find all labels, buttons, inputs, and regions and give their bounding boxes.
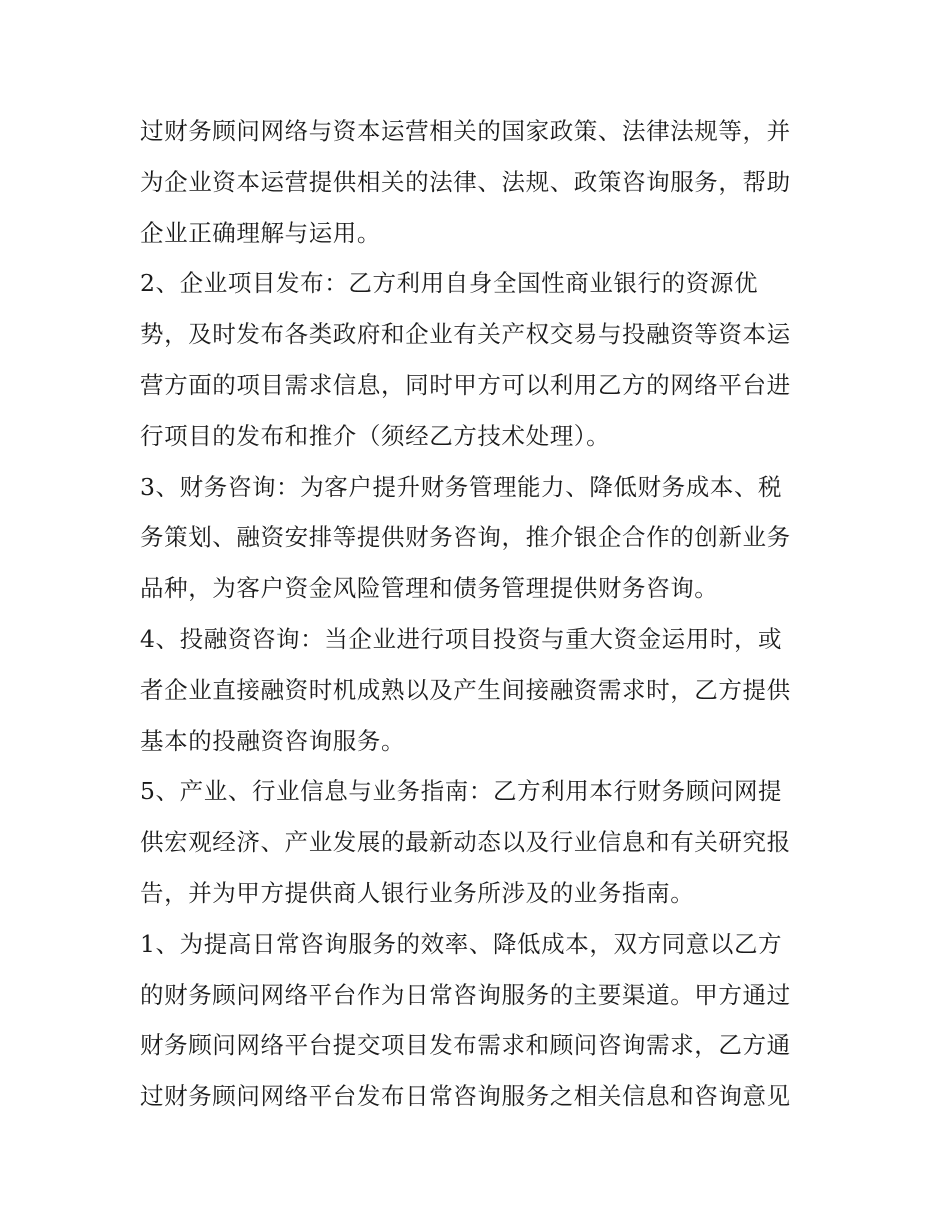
paragraph-online-platform bbox=[140, 919, 820, 1122]
paragraph-project-release bbox=[140, 258, 820, 461]
text-line: 的财务顾问网络平台作为日常咨询服务的主要渠道。甲方通过 bbox=[140, 980, 791, 1009]
paragraph-industry-info bbox=[140, 766, 820, 918]
text-line: 3、财务咨询：为客户提升财务管理能力、降低财务成本、税 bbox=[140, 472, 783, 501]
text-line: 品种，为客户资金风险管理和债务管理提供财务咨询。 bbox=[140, 574, 719, 603]
text-line: 者企业直接融资时机成熟以及产生间接融资需求时，乙方提供 bbox=[140, 675, 791, 704]
text-line: 过财务顾问网络与资本运营相关的国家政策、法律法规等，并 bbox=[140, 117, 791, 145]
text-line: 营方面的项目需求信息，同时甲方可以利用乙方的网络平台进 bbox=[140, 370, 791, 399]
text-line: 5、产业、行业信息与业务指南：乙方利用本行财务顾问网提 bbox=[140, 777, 783, 806]
text-line: 务策划、融资安排等提供财务咨询，推介银企合作的创新业务 bbox=[140, 523, 791, 552]
paragraph-financial-consulting bbox=[140, 462, 820, 614]
text-line: 供宏观经济、产业发展的最新动态以及行业信息和有关研究报 bbox=[140, 828, 791, 857]
text-line: 为企业资本运营提供相关的法律、法规、政策咨询服务，帮助 bbox=[140, 167, 791, 196]
paragraph-investment-consulting bbox=[140, 614, 820, 766]
text-line: 告，并为甲方提供商人银行业务所涉及的业务指南。 bbox=[140, 878, 695, 907]
text-line: 4、投融资咨询：当企业进行项目投资与重大资金运用时，或 bbox=[140, 624, 783, 653]
paragraph-policy-consulting bbox=[140, 106, 820, 258]
text-line: 过财务顾问网络平台发布日常咨询服务之相关信息和咨询意见 bbox=[140, 1082, 791, 1111]
text-line: 基本的投融资咨询服务。 bbox=[140, 726, 406, 755]
text-line: 财务顾问网络平台提交项目发布需求和顾问咨询需求，乙方通 bbox=[140, 1031, 791, 1060]
text-line: 1、为提高日常咨询服务的效率、降低成本，双方同意以乙方 bbox=[140, 929, 783, 958]
text-line: 势，及时发布各类政府和企业有关产权交易与投融资等资本运 bbox=[140, 320, 791, 349]
document-body bbox=[140, 106, 820, 1122]
text-line: 2、企业项目发布：乙方利用自身全国性商业银行的资源优 bbox=[140, 269, 759, 298]
text-line: 企业正确理解与运用。 bbox=[140, 218, 381, 247]
text-line: 行项目的发布和推介（须经乙方技术处理）。 bbox=[140, 421, 611, 450]
